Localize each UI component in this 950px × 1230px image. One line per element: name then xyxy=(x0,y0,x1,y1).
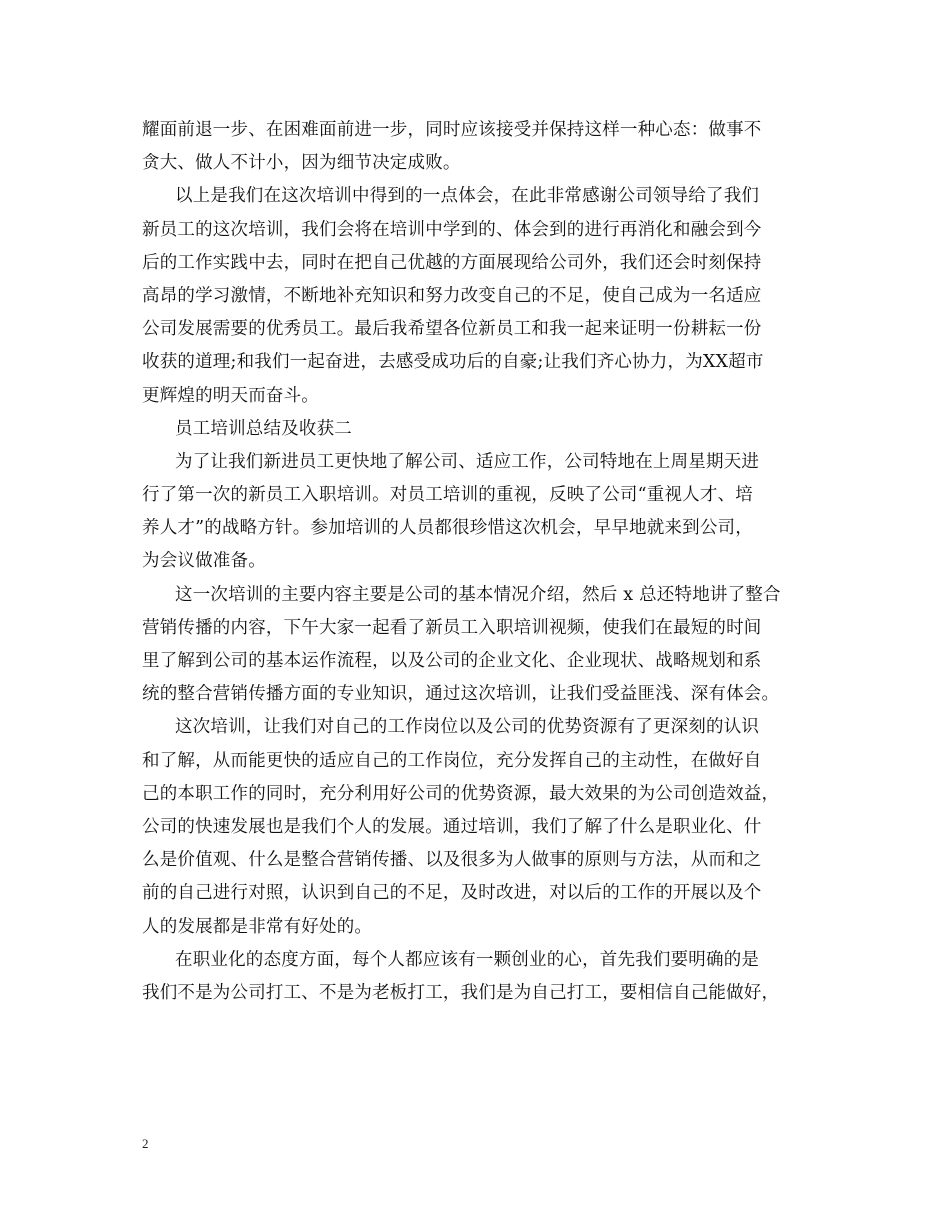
text-line: 后的工作实践中去，同时在把自己优越的方面展现给公司外，我们还会时刻保持 xyxy=(142,252,762,273)
text-line: 为会议做准备。 xyxy=(142,551,266,572)
paragraph-start-line: 这一次培训的主要内容主要是公司的基本情况介绍，然后 x 总还特地讲了整合 xyxy=(175,584,781,605)
page-number: 2 xyxy=(142,1136,149,1151)
text-line: 高昂的学习激情，不断地补充知识和努力改变自己的不足，使自己成为一名适应 xyxy=(142,285,762,306)
text-line: 养人才”的战略方针。参加培训的人员都很珍惜这次机会，早早地就来到公司， xyxy=(142,518,753,539)
text-line: 己的本职工作的同时，充分利用好公司的优势资源，最大效果的为公司创造效益， xyxy=(142,783,780,804)
text-line: 人的发展都是非常有好处的。 xyxy=(142,916,373,937)
section-heading: 员工培训总结及收获二 xyxy=(175,418,352,439)
text-line: 新员工的这次培训，我们会将在培训中学到的、体会到的进行再消化和融会到今 xyxy=(142,219,762,240)
text-line: 贪大、做人不计小，因为细节决定成败。 xyxy=(142,153,461,174)
text-line: 里了解到公司的基本运作流程，以及公司的企业文化、企业现状、战略规划和系 xyxy=(142,651,762,671)
text-line: 和了解，从而能更快的适应自己的工作岗位，充分发挥自己的主动性，在做好自 xyxy=(142,750,762,771)
body-text xyxy=(142,114,802,1010)
text-line: 耀面前退一步、在困难面前进一步，同时应该接受并保持这样一种心态：做事不 xyxy=(142,120,762,140)
text-line: 行了第一次的新员工入职培训。对员工培训的重视，反映了公司“重视人才、培 xyxy=(142,485,753,506)
text-line: 公司的快速发展也是我们个人的发展。通过培训，我们了解了什么是职业化、什 xyxy=(142,816,762,837)
paragraph-start-line: 为了让我们新进员工更快地了解公司、适应工作，公司特地在上周星期天进 xyxy=(175,451,760,472)
paragraph-start-line: 以上是我们在这次培训中得到的一点体会，在此非常感谢公司领导给了我们 xyxy=(175,186,760,207)
text-line: 更辉煌的明天而奋斗。 xyxy=(142,385,319,406)
text-line: 统的整合营销传播方面的专业知识，通过这次培训，让我们受益匪浅、深有体会。 xyxy=(142,684,780,705)
text-line: 么是价值观、什么是整合营销传播、以及很多为人做事的原则与方法，从而和之 xyxy=(142,850,762,871)
text-line: 收获的道理;和我们一起奋进，去感受成功后的自豪;让我们齐心协力，为XX超市 xyxy=(142,352,764,373)
paragraph-start-line: 这次培训，让我们对自己的工作岗位以及公司的优势资源有了更深刻的认识 xyxy=(175,717,760,738)
text-line: 公司发展需要的优秀员工。最后我希望各位新员工和我一起来证明一份耕耘一份 xyxy=(142,319,762,340)
text-line: 我们不是为公司打工、不是为老板打工，我们是为自己打工，要相信自己能做好， xyxy=(142,982,780,1003)
text-line: 前的自己进行对照，认识到自己的不足，及时改进，对以后的工作的开展以及个 xyxy=(142,883,762,904)
text-line: 营销传播的内容，下午大家一起看了新员工入职培训视频，使我们在最短的时间 xyxy=(142,617,762,638)
paragraph-start-line: 在职业化的态度方面，每个人都应该有一颗创业的心，首先我们要明确的是 xyxy=(175,949,760,970)
